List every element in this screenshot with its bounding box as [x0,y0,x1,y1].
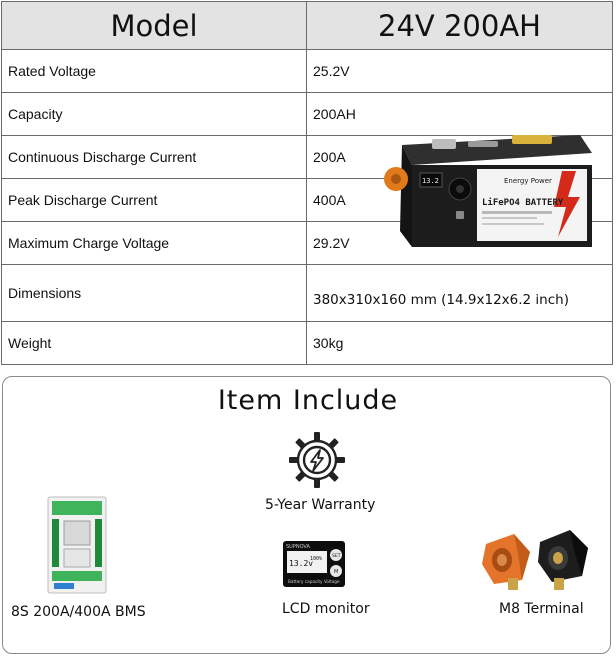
battery-label-text: LiFePO4 BATTERY [482,198,564,208]
lcd-percent-text: 100% [310,556,323,562]
spec-row [2,265,613,322]
spec-label: Maximum Charge Voltage [2,222,307,265]
spec-value: 380x310x160 mm (14.9x12x6.2 inch) [307,265,613,322]
warranty-caption: 5-Year Warranty [265,497,376,513]
lcd-voltage-text: 13.2v [289,559,314,568]
m8-terminal-image [478,524,590,592]
bms-caption: 8S 200A/400A BMS [11,604,146,620]
spec-value: 200A [307,136,613,179]
spec-value: 25.2V [307,50,613,93]
spec-label: Rated Voltage [2,50,307,93]
spec-label: Capacity [2,93,307,136]
spec-header-value: 24V 200AH [307,2,613,50]
spec-row [2,93,613,136]
gear-lightning-icon [285,428,349,492]
spec-row [2,50,613,93]
battery-image [372,131,594,251]
bms-board-image [46,495,108,595]
spec-value: 29.2V [307,222,613,265]
spec-header-label: Model [2,2,307,50]
spec-label: Peak Discharge Current [2,179,307,222]
battery-brand-text: Energy Power [504,177,552,185]
spec-label: Continuous Discharge Current [2,136,307,179]
spec-value: 400A [307,179,613,222]
spec-value: 30kg [307,322,613,365]
lcd-brand-text: SUPNOVA [286,544,310,550]
lcd-caption: LCD monitor [282,601,370,617]
svg-text:M: M [334,569,339,575]
spec-row [2,322,613,365]
spec-header-row [2,2,613,50]
spec-value: 200AH [307,93,613,136]
item-include-title: Item Include [217,385,399,416]
battery-display-text: 13.2 [422,177,439,185]
lcd-monitor-image [282,540,346,588]
lcd-footer-text: Battery capacity Voltage [288,579,340,584]
spec-label: Weight [2,322,307,365]
terminal-caption: M8 Terminal [499,601,584,617]
lcd-set-text: SET [332,554,341,559]
spec-label: Dimensions [2,265,307,322]
